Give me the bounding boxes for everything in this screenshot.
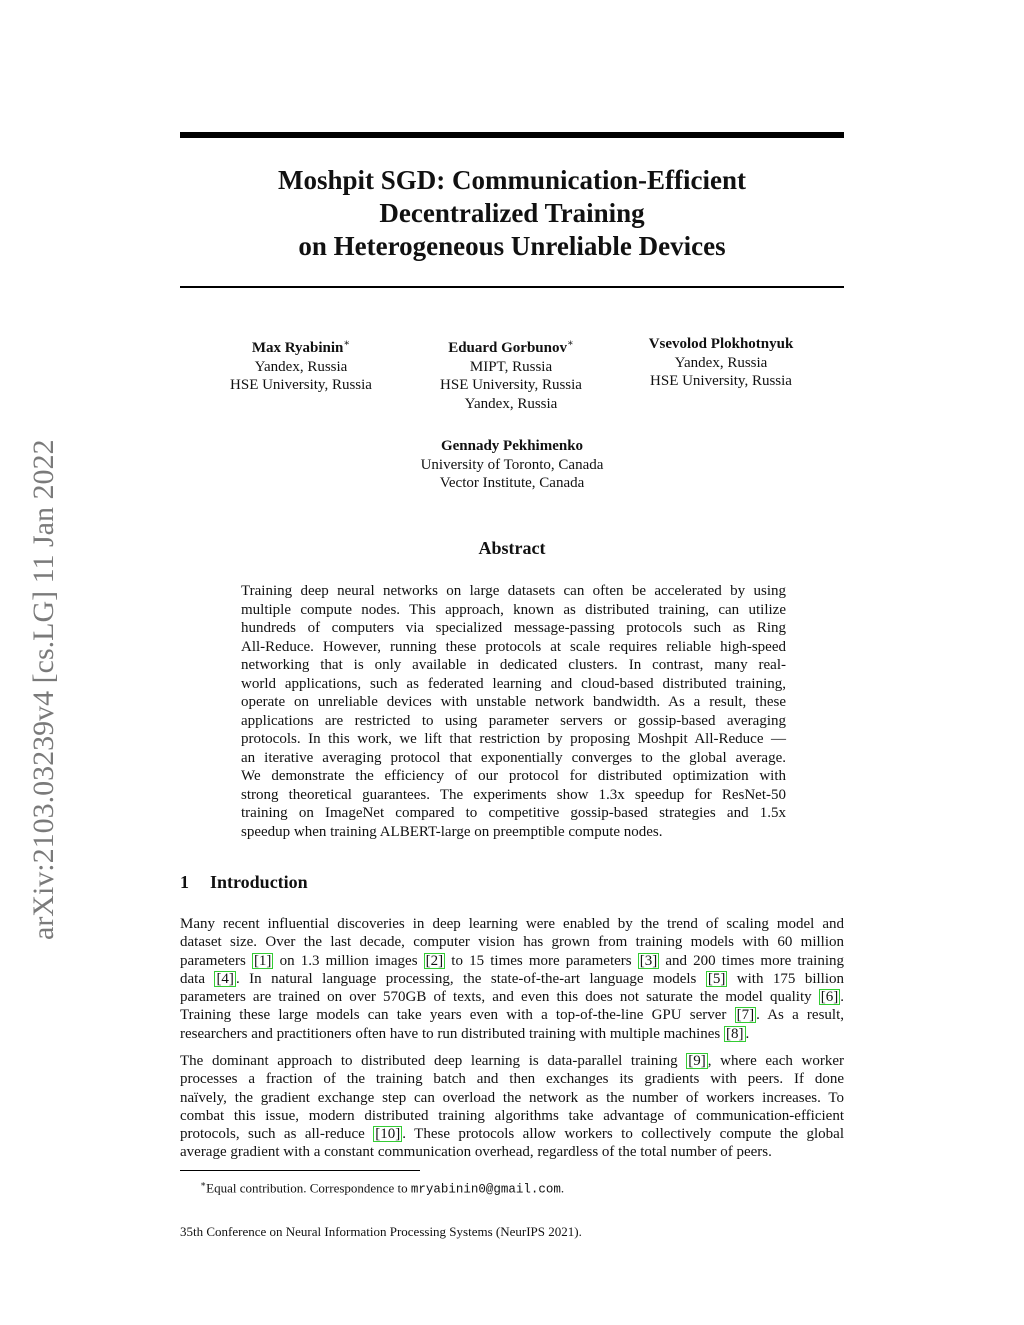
abstract-line: hundreds of computers via specialized message-passing protocols such as Ring — [241, 620, 786, 636]
abstract-line: protocols. In this work, we lift that restriction by proposing Moshpit All-Reduce — — [241, 731, 786, 747]
author-affiliation: HSE University, Russia — [230, 377, 372, 393]
abstract-line: multiple compute nodes. This approach, known as distributed training, can utilize — [241, 601, 786, 618]
abstract-line: We demonstrate the efficiency of our protocol for distributed optimization with — [241, 768, 786, 784]
abstract-line: world applications, such as federated learning and cloud-based distributed training, — [241, 675, 786, 692]
author-name: Gennady Pekhimenko — [440, 438, 584, 454]
title-line-1: Moshpit SGD: Communication-Efficient — [278, 165, 746, 195]
citation-link[interactable]: [1] — [253, 952, 272, 969]
author-affiliation: Yandex, Russia — [674, 354, 768, 371]
abstract-body — [241, 582, 786, 841]
citation-link[interactable]: [9] — [688, 1053, 706, 1069]
title-top-rule — [180, 132, 844, 138]
author-affiliation: HSE University, Russia — [440, 377, 582, 393]
footnote-rule — [180, 1170, 420, 1171]
paragraph-line: naïvely, the gradient exchange step can overload the network as the number of workers increases. To — [180, 1089, 844, 1106]
title-bottom-rule — [180, 286, 844, 288]
intro-paragraph-1 — [180, 915, 844, 1043]
abstract-line: applications are restricted to using parameter servers or gossip-based averaging — [241, 712, 786, 729]
abstract-line: training on ImageNet compared to competitive gossip-based strategies and 1.5x — [241, 805, 786, 821]
citation-link[interactable]: [6] — [820, 989, 839, 1006]
section-heading-introduction — [180, 872, 308, 893]
equal-contribution-mark: ∗ — [343, 338, 351, 349]
paragraph-line: protocols, such as all-reduce [10] . These protocols allow workers to collectively compute the global — [180, 1126, 844, 1143]
paragraph-line: processes a fraction of the training batch and then exchanges its gradients with peers. If done — [180, 1071, 844, 1088]
abstract-line: an iterative averaging protocol that exponentially converges to the global average. — [241, 749, 786, 766]
abstract-line: strong theoretical guarantees. The experiments show 1.3x speedup for ResNet-50 — [241, 786, 786, 803]
author-affiliation: Yandex, Russia — [254, 358, 348, 375]
paragraph-line: The dominant approach to distributed deep learning is data-parallel training [9] , where each worker — [180, 1053, 844, 1069]
citation-link[interactable]: [7] — [736, 1007, 755, 1024]
author-affiliation: University of Toronto, Canada — [420, 456, 604, 473]
author-affiliation: Vector Institute, Canada — [439, 475, 585, 491]
abstract-line: All-Reduce. However, running these protocols at scale requires reliable high-speed — [241, 638, 786, 655]
citation-link[interactable]: [5] — [707, 970, 726, 987]
paragraph-line: Many recent influential discoveries in deep learning were enabled by the trend of scaling model and — [180, 916, 844, 932]
footnote-mark: ∗ — [200, 1179, 207, 1189]
author-affiliation: HSE University, Russia — [650, 373, 792, 389]
paragraph-line: Training these large models can take years even with a top-of-the-line GPU server [7] . As a result, — [180, 1007, 844, 1024]
intro-paragraph-2 — [180, 1052, 844, 1162]
author-block-4 — [397, 437, 627, 493]
author-affiliation: Yandex, Russia — [464, 395, 558, 412]
correspondence-email-link[interactable]: mryabinin0@gmail.com — [410, 1182, 561, 1197]
author-affiliation: MIPT, Russia — [469, 358, 553, 375]
abstract-line: networking that is only available in dedicated clusters. In contrast, many real- — [241, 657, 786, 673]
abstract-line: speedup when training ALBERT-large on preemptible compute nodes. — [241, 823, 663, 840]
paragraph-line: average gradient with a constant communication overhead, regardless of the total number of peers. — [180, 1144, 772, 1161]
paragraph-line: parameters [1] on 1.3 million images [2] to 15 times more parameters [3] and 200 times more training — [180, 952, 845, 969]
author-name: Eduard Gorbunov∗ — [448, 338, 574, 356]
section-title: Introduction — [210, 872, 308, 892]
section-number: 1 — [180, 872, 189, 892]
footnote: ∗Equal contribution. Correspondence to mryabinin0@gmail.com. — [200, 1179, 565, 1197]
paper-title — [180, 164, 844, 263]
citation-link[interactable]: [10] — [375, 1126, 401, 1143]
author-name: Vsevolod Plokhotnyuk — [648, 336, 794, 352]
paragraph-line: parameters are trained on over 570GB of texts, and even this does not saturate the model quality [6] . — [180, 989, 844, 1006]
equal-contribution-mark: ∗ — [567, 338, 574, 349]
footnote-text: Equal contribution. Correspondence to — [206, 1180, 411, 1196]
citation-link[interactable]: [4] — [216, 970, 234, 987]
author-name: Max Ryabinin∗ — [251, 338, 351, 356]
paragraph-line: researchers and practitioners often have to run distributed training with multiple machines [8] . — [180, 1025, 750, 1042]
paragraph-line: dataset size. Over the last decade, computer vision has grown from training models with 60 million — [180, 934, 844, 951]
paragraph-line: data [4] . In natural language processing, the state-of-the-art language models [5] with 175 billion — [180, 970, 845, 987]
author-block-1 — [186, 335, 416, 395]
abstract-heading: Abstract — [478, 538, 546, 558]
title-line-3: on Heterogeneous Unreliable Devices — [298, 231, 726, 261]
title-line-2: Decentralized Training — [379, 198, 645, 228]
author-block-3 — [606, 335, 836, 391]
author-block-2 — [396, 335, 626, 413]
arxiv-identifier-stamp: arXiv:2103.03239v4 [cs.LG] 11 Jan 2022 — [27, 439, 60, 940]
abstract-line: operate on unreliable devices with unstable network bandwidth. As a result, these — [241, 694, 786, 710]
abstract-line: Training deep neural networks on large datasets can often be accelerated by using — [241, 583, 786, 599]
citation-link[interactable]: [2] — [425, 952, 444, 969]
paragraph-line: combat this issue, modern distributed training algorithms take advantage of communication-efficient — [180, 1107, 844, 1124]
venue-footer: 35th Conference on Neural Information Processing Systems (NeurIPS 2021). — [180, 1224, 582, 1239]
citation-link[interactable]: [3] — [639, 952, 658, 969]
citation-link[interactable]: [8] — [726, 1025, 744, 1042]
